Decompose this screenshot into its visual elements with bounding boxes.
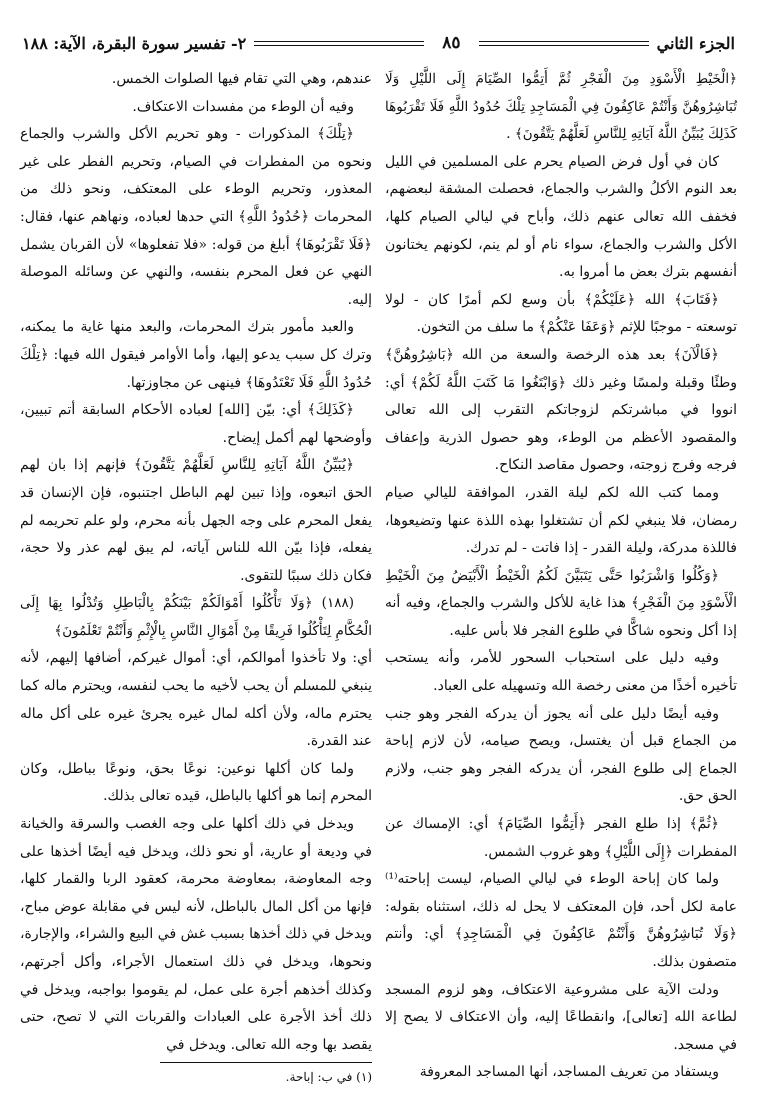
- paragraph: ولما كان إباحة الوطء في ليالي الصيام، ليست إباحته⁽¹⁾ عامة لكل أحد، فإن المعتكف لا يحل له ذلك، استثناه بقوله: ﴿وَلَا تُبَاشِرُوهُنَّ وَأَنْتُمْ عَاكِفُونَ فِي الْمَسَاجِدِ﴾ أي: وأنتم متصفون بذلك.: [385, 871, 737, 970]
- paragraph: كان في أول فرض الصيام يحرم على المسلمين في الليل بعد النوم الأكلُ والشرب والجماع، فحصلت المشقة لبعضهم، فخفف الله تعالى عنهم ذلك، وأباح في ليالي الصيام كلها، الأكل والشرب والجماع، سواء نام أو لم ينم، لكونهم يختانون أنفسهم بترك بعض ما أمروا به.: [385, 153, 737, 281]
- paragraph: ومما كتب الله لكم ليلة القدر، الموافقة لليالي صيام رمضان، فلا ينبغي لكم أن تشتغلوا بهذه اللذة عنها وتضيعوها، فاللذة مدركة، وليلة القدر - إذا فاتت - لم تدرك.: [385, 484, 737, 557]
- page-number: ٨٥: [442, 33, 461, 53]
- paragraph: ولما كان أكلها نوعين: نوعًا بحق، ونوعًا بباطل، وكان المحرم إنما هو أكلها بالباطل، قيده تعالى بذلك.: [20, 760, 372, 805]
- paragraph: ﴿تِلْكَ﴾ المذكورات - وهو تحريم الأكل والشرب والجماع ونحوه من المفطرات في الصيام، وتحريم الفطر على غير المعذور، وتحريم الوطء على المعتكف، ونحو ذلك من المحرمات ﴿حُدُودُ اللَّهِ﴾ التي حدها لعباده، ونهاهم عنها، فقال: ﴿فَلَا تَقْرَبُوهَا﴾ أبلغ من قوله: «فلا تفعلوها» لأن القربان يشمل النهي عن فعل المحرم بنفسه، والنهي عن وسائله الموصلة إليه.: [20, 126, 372, 308]
- verse-paragraph: (١٨٨) ﴿وَلَا تَأْكُلُوا أَمْوَالَكُمْ بَيْنَكُمْ بِالْبَاطِلِ وَتُدْلُوا بِهَا إِلَى الْحُكَّامِ لِتَأْكُلُوا فَرِيقًا مِنْ أَمْوَالِ النَّاسِ بِالْإِثْمِ وَأَنْتُمْ تَعْلَمُونَ﴾: [20, 595, 372, 639]
- paragraph: وفيه دليل على استحباب السحور للأمر، وأنه يستحب تأخيره أخذًا من معنى رخصة الله وتسهيله على العباد.: [385, 650, 737, 695]
- paragraph: ﴿فَالْآنَ﴾ بعد هذه الرخصة والسعة من الله ﴿بَاشِرُوهُنَّ﴾ وطئًا وقبلة ولمسًا وغير ذلك ﴿وَابْتَغُوا مَا كَتَبَ اللَّهُ لَكُمْ﴾ أي: انووا في مباشرتكم لزوجاتكم التقرب إلى الله تعالى والمقصود الأعظم من الوطء، وهو حصول الذرية وإعفاف فرجه وفرج زوجته، وحصول مقاصد النكاح.: [385, 346, 737, 474]
- footnote-rule: [160, 1062, 372, 1063]
- paragraph: وفيه أيضًا دليل على أنه يجوز أن يدركه الفجر وهو جنب من الجماع قبل أن يغتسل، ويصح صيامه، لأن لازم إباحة الجماع إلى طلوع الفجر، أن يدركه الفجر وهو جنب، ولازم الحق حق.: [385, 705, 737, 805]
- left-text-column: [20, 66, 372, 1053]
- header-rule: [254, 41, 424, 46]
- paragraph: ﴿يُبَيِّنُ اللَّهُ آيَاتِهِ لِلنَّاسِ لَعَلَّهُمْ يَتَّقُونَ﴾ فإنهم إذا بان لهم الحق اتبعوه، وإذا تبين لهم الباطل اجتنبوه، فإن الإنسان قد يفعل المحرم على وجه الجهل بأنه محرم، ولو علم تحريمه لم يفعله، فإذا بيّن الله للناس آياته، لم يبق لهم عذر ولا حجة، فكان ذلك سببًا للتقوى.: [20, 457, 372, 584]
- paragraph: ﴿الْخَيْطِ الْأَسْوَدِ مِنَ الْفَجْرِ ثُمَّ أَتِمُّوا الصِّيَامَ إِلَى اللَّيْلِ وَلَا تُبَاشِرُوهُنَّ وَأَنْتُمْ عَاكِفُونَ فِي الْمَسَاجِدِ تِلْكَ حُدُودُ اللَّهِ فَلَا تَقْرَبُوهَا كَذَلِكَ يُبَيِّنُ اللَّهُ آيَاتِهِ لِلنَّاسِ لَعَلَّهُمْ يَتَّقُونَ﴾ .: [385, 71, 737, 143]
- footnote: (١) في ب: إباحة.: [285, 1070, 372, 1084]
- paragraph: والعبد مأمور بترك المحرمات، والبعد منها غاية ما يمكنه، وترك كل سبب يدعو إليها، وأما الأوامر فيقول الله فيها: ﴿تِلْكَ حُدُودُ اللَّهِ فَلَا تَعْتَدُوهَا﴾ فينهى عن مجاوزتها.: [20, 319, 372, 391]
- paragraph: ﴿ثُمَّ﴾ إذا طلع الفجر ﴿أَتِمُّوا الصِّيَامَ﴾ أي: الإمساك عن المفطرات ﴿إِلَى اللَّيْلِ﴾ وهو غروب الشمس.: [385, 816, 737, 860]
- paragraph: أي: ولا تأخذوا أموالكم، أي: أموال غيركم، أضافها إليهم، لأنه ينبغي للمسلم أن يحب لأخيه ما يحب لنفسه، ويحترم ماله كما يحترم ماله، ولأن أكله لمال غيره يجرئ غيره على أكل ماله عند القدرة.: [20, 650, 372, 750]
- paragraph: وفيه أن الوطء من مفسدات الاعتكاف.: [132, 98, 354, 115]
- paragraph: ودلت الآية على مشروعية الاعتكاف، وهو لزوم المسجد لطاعة الله [تعالى]، وانقطاعًا إليه، وأن الاعتكاف لا يصح إلا في مسجد.: [385, 981, 737, 1053]
- part-title: الجزء الثاني: [656, 33, 735, 53]
- paragraph: ﴿وَكُلُوا وَاشْرَبُوا حَتَّى يَتَبَيَّنَ لَكُمُ الْخَيْطُ الْأَبْيَضُ مِنَ الْخَيْطِ الْأَسْوَدِ مِنَ الْفَجْرِ﴾ هذا غاية للأكل والشرب والجماع، وفيه أنه إذا أكل ونحوه شاكًّا في طلوع الفجر فلا بأس عليه.: [385, 567, 737, 639]
- right-text-column: [385, 66, 737, 1096]
- page-header: [22, 30, 735, 56]
- paragraph: ويستفاد من تعريف المساجد، أنها المساجد المعروفة: [419, 1064, 719, 1081]
- paragraph: ﴿فَتَابَ﴾ الله ﴿عَلَيْكُمْ﴾ بأن وسع لكم أمرًا كان - لولا توسعته - موجبًا للإثم ﴿وَعَفَا عَنْكُمْ﴾ ما سلف من التخون.: [385, 291, 737, 336]
- paragraph: عندهم، وهي التي تقام فيها الصلوات الخمس.: [111, 71, 372, 87]
- paragraph: ﴿كَذَلِكَ﴾ أي: بيّن [الله] لعباده الأحكام السابقة أتم تبيين، وأوضحها لهم أكمل إيضاح.: [20, 402, 372, 446]
- chapter-title: ٢- تفسير سورة البقرة، الآية: ١٨٨: [22, 33, 247, 53]
- paragraph: ويدخل في ذلك أكلها على وجه الغصب والسرقة والخيانة في وديعة أو عارية، أو نحو ذلك، ويدخل فيه أيضًا أخذها على وجه المعاوضة، بمعاوضة محرمة، كعقود الربا والقمار كلها، فإنها من أكل المال بالباطل، لأنه ليس في مقابلة عوض مباح، ويدخل في ذلك أخذها بسبب غش في البيع والشراء، والإجارة، ونحوها، ويدخل في ذلك استعمال الأجراء، وأكل أجرتهم، وكذلك أخذهم أجرة على عمل، لم يقوموا بواجبه، ويدخل في ذلك أخذ الأجرة على العبادات والقربات التي لا تصح، حتى يقصد بها وجه الله تعالى. ويدخل في: [20, 816, 372, 1053]
- header-rule: [479, 41, 649, 46]
